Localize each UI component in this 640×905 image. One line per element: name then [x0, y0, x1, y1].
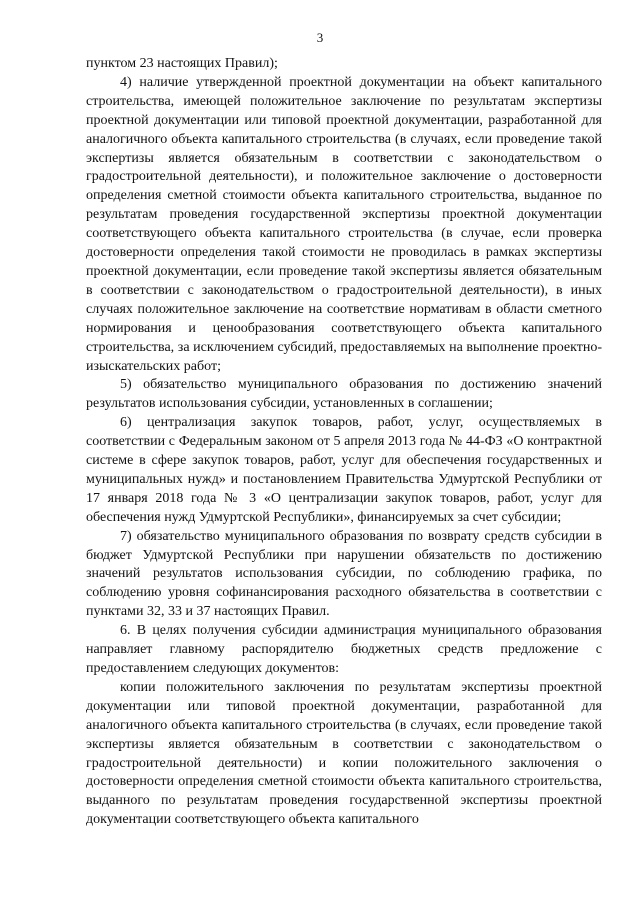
- paragraph-section-6: 6. В целях получения субсидии администрация муниципального образования направляет главному распорядителю бюджетных средств предложение с предоставлением следующих документов:: [86, 623, 602, 676]
- paragraph-item-6: 6) централизация закупок товаров, работ, услуг, осуществляемых в соответствии с Федеральным законом от 5 апреля 2013 года № 44-ФЗ «О контрактной системе в сфере закупок товаров, работ, услуг для обеспечения государственных и муниципальных нужд» и постановлением Правительства Удмуртской Республики от 17 января 2018 года № 3 «О централизации закупок товаров, работ, услуг для обеспечения нужд Удмуртской Республики», финансируемых за счет субсидии;: [86, 415, 602, 525]
- paragraph-item-7: 7) обязательство муниципального образования по возврату средств субсидии в бюджет Удмуртской Республики при нарушении обязательств по достижению значений результатов использования субсидии, по соблюдению графика, по соблюдению уровня софинансирования расходного обязательства в соответствии с пунктами 32, 33 и 37 настоящих Правил.: [86, 528, 602, 620]
- page-number: 3: [316, 30, 324, 45]
- paragraph-item-5: 5) обязательство муниципального образования по достижению значений результатов использования субсидии, установленных в соглашении;: [86, 377, 602, 412]
- paragraph-item-4: 4) наличие утвержденной проектной документации на объект капитального строительства, имеющей положительное заключение по результатам экспертизы проектной документации или типовой проектной документации, разработанной для аналогичного объекта капитального строительства (в случаях, если проведение такой экспертизы является обязательным в соответствии с законодательством о градостроительной деятельности), и положительное заключение о достоверности определения сметной стоимости объекта капитального строительства, выданное по результатам проведения государственной экспертизы проектной документации соответствующего объекта капитального строительства (в случае, если проверка достоверности определения такой стоимости не проводилась в рамках экспертизы проектной документации, если проведение такой экспертизы является обязательным в соответствии с законодательством о градостроительной деятельности), в иных случаях положительное заключение на соответствие нормативам в области сметного нормирования и ценообразования соответствующего объекта капитального строительства, за исключением субсидий, предоставляемых на выполнение проектно-изыскательских работ;: [86, 74, 602, 374]
- document-body: [86, 55, 602, 830]
- paragraph-documents-list: копии положительного заключения по результатам экспертизы проектной документации или типовой проектной документации, разработанной для аналогичного объекта капитального строительства (в случаях, если проведение такой экспертизы является обязательным в соответствии с законодательством о градостроительной деятельности) и копии положительного заключения о достоверности определения сметной стоимости объекта капитального строительства, выданного по результатам проведения государственной экспертизы проектной документации соответствующего объекта капитального: [86, 679, 602, 828]
- paragraph-continuation: пунктом 23 настоящих Правил);: [86, 56, 278, 71]
